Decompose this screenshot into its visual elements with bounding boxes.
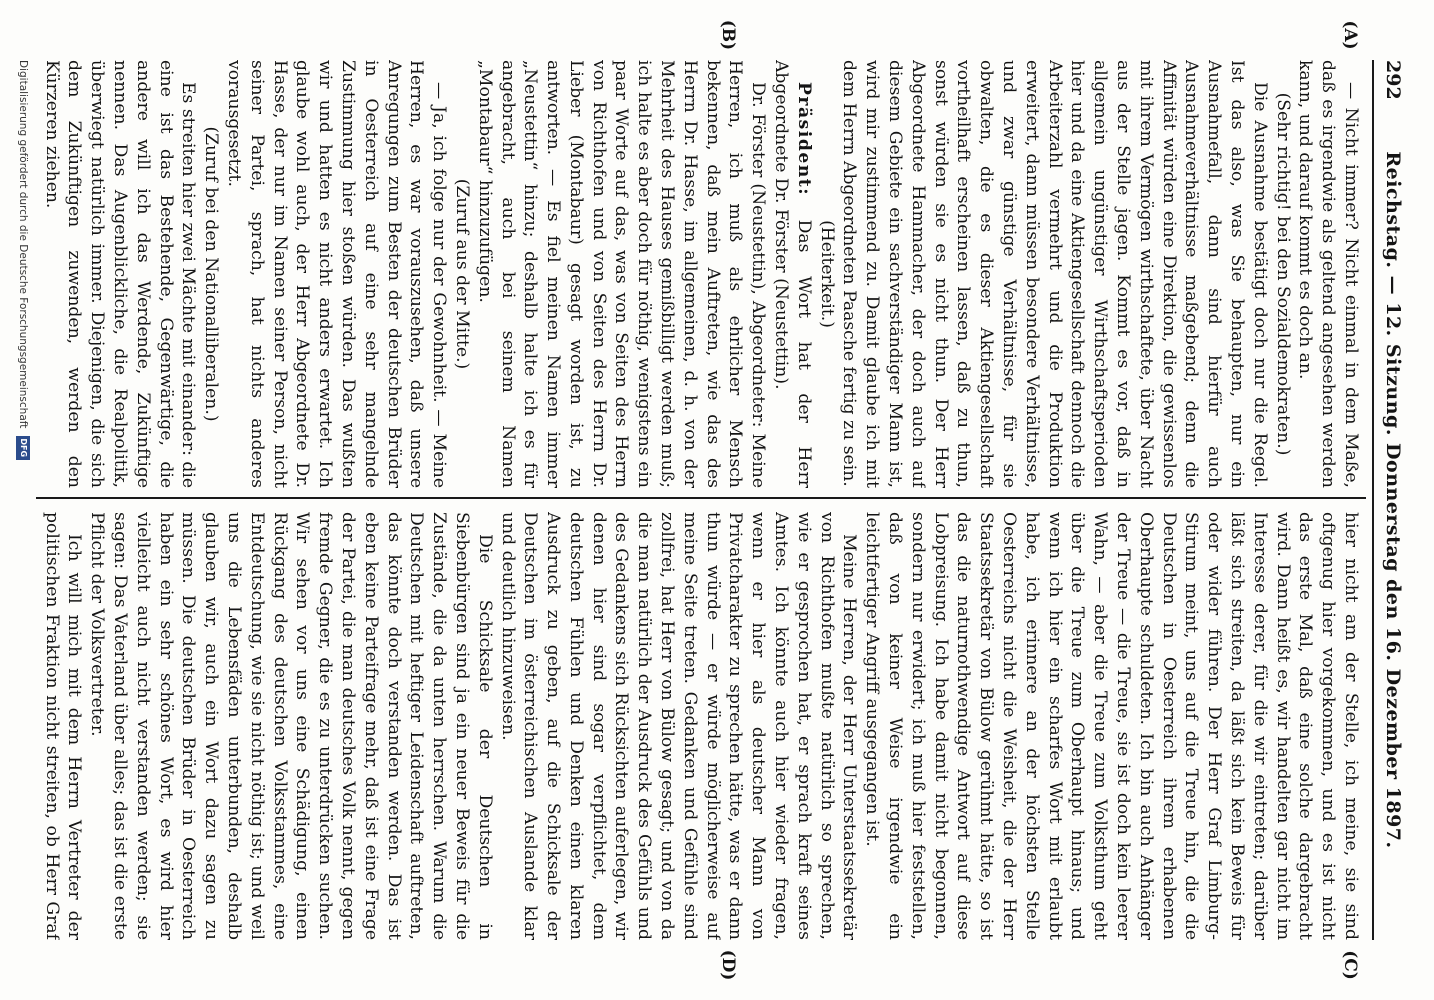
interjection: (Sehr richtig! bei den Sozialdemokraten.) [1272, 92, 1293, 456]
margin-marker-b: (B) [718, 19, 738, 51]
interjection: (Heiterkeit.) [816, 220, 837, 328]
paragraph-text: Das Wort hat der Herr Abgeordnete Dr. Förster (Neustettin). [771, 60, 814, 488]
paragraph [769, 60, 815, 488]
column-divider [36, 497, 1366, 499]
margin-marker-c: (C) [1340, 950, 1360, 980]
paragraph: Die Ausnahme bestätigt doch nur die Regel. Ist das also, was Sie behaupten, nur ein Ausnahmefall, dann sind hierfür auch Ausnahmeverhältnisse maßgebend; denn die Affinität würden eine Direktion, die gewissenlos mit ihrem Vermögen wirthschaftete, über Nacht aus der Stelle jagen. Kommt es vor, daß in allgemein ungünstiger Wirthschaftsperioden hier und da eine Aktiengesellschaft dennoch die Arbeiterzahl vermehrt und die Produktion erweitert, dann müssen besondere Verhältnisse, und zwar günstige Verhältnisse, für sie obwalten, die es dieser Aktiengesellschaft vortheilhaft erscheinen lassen, daß zu thun, sonst würden sie es nicht thun. Der Herr Abgeordnete Hammacher, der doch auch auf diesem Gebiete ein sachverständiger Mann ist, wird mir zustimmend zu. Damit glaube ich mit dem Herrn Abgeordneten Paasche fertig zu sein. [839, 60, 1270, 488]
dfg-logo: DFG [16, 436, 30, 460]
margin-marker-a: (A) [1340, 20, 1360, 50]
left-column [42, 60, 1362, 488]
paragraph: Meine Herren, der Herr Unterstaatssekretär von Richthofen mußte natürlich so sprechen, wie er gesprochen hat, er sprach kraft seines Amtes. Ich könnte auch hier wieder fragen, wenn er hier als deutscher Mann von Privatcharakter zu sprechen hätte, was er dann thun würde — er würde möglicherweise auf meine Seite treten. Gedanken und Gefühle sind zollfrei, hat Herr von Bülow gesagt; und von da die man natürlich der Ausdruck des Gefühls und des Gedankens sich Rücksichten auferlegen, wir denen hier sind sogar verpflichtet, dem deutschen Fühlen und Denken einen klaren Ausdruck zu geben, auf die Schicksale der Deutschen im österreichischen Auslande klar und deutlich hinzuweisen. [497, 512, 860, 940]
footer-credit: Digitalisierung gefördert durch die Deutsche Forschungsgemeinschaft [17, 60, 29, 429]
paragraph: — Ja, ich folge nur der Gewohnheit. — Meine Herren, es war vorauszusehen, daß unsere Anregungen zum Besten der deutschen Brüder in Oesterreich auf eine sehr mangelnde Zustimmung hier stoßen würden. Das wußten wir und hatten es nicht anders erwartet. Ich glaube wohl auch, der Herr Abgeordnete Dr. Hasse, der nur im Namen seiner Person, nicht seiner Partei, sprach, hat nichts anderes vorausgesetzt. [223, 60, 450, 488]
page-footer [6, 60, 30, 940]
paragraph: hier nicht am der Stelle, ich meine, sie sind oftgenug hier vorgekommen, und es ist nicht das erste Mal, daß eine solche dargebracht wird. Dann heißt es, wir handelten gar nicht im Interesse derer, für die wir eintreten; darüber läßt sich streiten, da läßt sich kein Beweis für oder wider führen. Der Herr Graf Limburg-Stirum meint, uns auf die Treue hin, die die Deutschen in Oesterreich ihrem erhabenen Oberhaupte schuldeten. Ich bin auch Anhänger der Treue — die Treue, sie ist doch kein leerer Wahn, — aber die Treue zum Volksthum geht über die Treue zum Oberhaupt hinaus; und wenn ich hier ein scharfes Wort mit erlaubt habe, ich erinnere an der höchsten Stelle Oesterreichs nicht die Weisheit, die der Herr Staatssekretär von Bülow gerühmt hätte, so ist das die naturnothwendige Antwort auf diese Lobpreisung. Ich habe damit nicht begonnen, sondern nur erwidert; ich muß hier feststellen, daß von keiner Weise irgendwie ein leichtfertiger Angriff ausgegangen ist. [862, 512, 1361, 940]
paragraph: Dr. Förster (Neustettin), Abgeordneter: Meine Herren, ich muß als ehrlicher Mensch bekennen, daß mein Auftreten, wie das des Herrn Dr. Hasse, im allgemeinen, d. h. von der Mehrheit des Hauses gemißbilligt werden muß; ich halte es aber doch für nöthig, wenigstens ein paar Worte auf das, was von Seiten des Herrn von Richthofen und von Seiten des Herrn Dr. Lieber (Montabaur) gesagt worden ist, zu antworten. — Es fiel meinen Namen immer „Neustettin“ hinzu; deshalb halte ich es für angebracht, auch bei seinem Namen „Montabaur“ hinzuzufügen. [474, 60, 769, 488]
paragraph: Es streiten hier zwei Mächte mit einander: die eine ist das Bestehende, Gegenwärtige, die andere will ich das Werdende, Zukünftige nennen. Das Augenblickliche, die Realpolitik, überwiegt natürlich immer. Diejenigen, die sich dem Zukünftigen zuwenden, werden den Kürzeren ziehen. [42, 60, 199, 488]
right-column [42, 512, 1362, 940]
speaker-label: Präsident: [793, 82, 814, 197]
page-header [1376, 60, 1406, 940]
header-rule [1372, 60, 1374, 940]
paragraph: — Nicht immer? Nicht einmal in dem Maße, daß es irgendwie als geltend angesehen werden kann, und darauf kommt es doch an. [1295, 60, 1361, 488]
margin-marker-d: (D) [718, 949, 738, 981]
interjection: (Zuruf bei den Nationalliberalen.) [201, 126, 222, 422]
paragraph: Ich will mich mit dem Herrn Vertreter der politischen Fraktion nicht streiten, ob Herr Graf [42, 512, 85, 940]
running-head: Reichstag. — 12. Sitzung. Donnerstag den 16. Dezember 1897. [1382, 151, 1404, 849]
page-number: 292 [1382, 60, 1404, 100]
interjection: (Zuruf aus der Mitte.) [451, 178, 472, 370]
paragraph: Die Schicksale der Deutschen in Siebenbürgen sind ja ein neuer Beweis für die Zustände, die da unten herrschen. Warum die Deutschen mit heftiger Leidenschaft auftreten, das könnte doch verstanden werden. Das ist eben keine Parteifrage mehr, daß ist eine Frage der Partei, die man deutsches Volk nennt, gegen fremde Gegner, die es zu unterdrücken suchen. Wir sehen vor uns eine Schädigung, einen Rückgang des deutschen Volksstammes, eine Entdeutschung, wie sie nicht nöthig ist; und weil uns die Lebensfäden unterbunden, deshalb glauben wir, auch ein Wort dazu sagen zu müssen. Die deutschen Brüder in Oesterreich haben ein sehr schönes Wort, es wird hier vielleicht auch nicht verstanden werden; sie sagen: Das Vaterland über alles; das ist die erste Pflicht der Volksvertreter. [87, 512, 495, 940]
